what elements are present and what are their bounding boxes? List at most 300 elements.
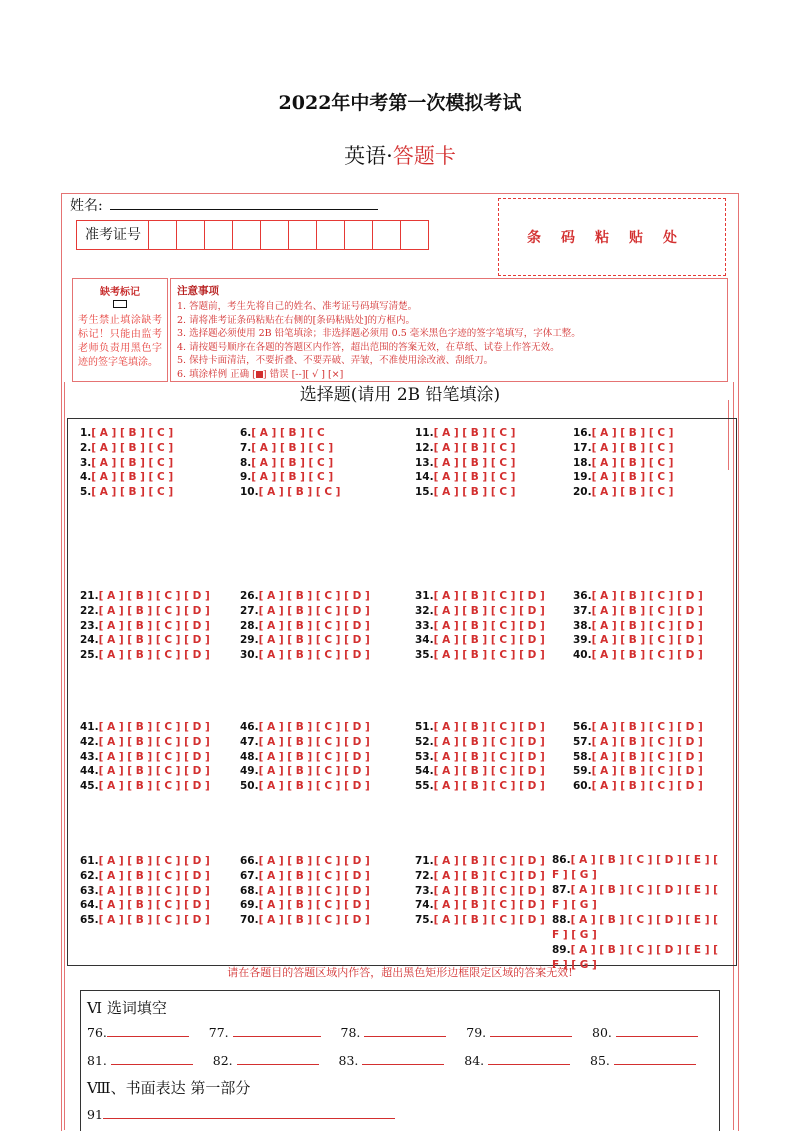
mc-question-number: 72. — [415, 869, 434, 882]
mc-options[interactable]: [ A ] [ B ] [ C ] [ D ] — [98, 604, 210, 617]
mc-warning: 请在各题目的答题区域内作答，超出黑色矩形边框限定区域的答案无效! — [227, 966, 573, 979]
mc-question-number: 53. — [415, 750, 434, 763]
mc-question-number: 9. — [240, 471, 252, 484]
mc-question — [80, 457, 173, 469]
mc-options[interactable]: [ A ] [ B ] [ C ] [ D ] — [433, 590, 545, 602]
notice-item: 3. 选择题必须使用 2B 铅笔填涂；非选择题必须用 0.5 毫米黑色字迹的签字笔填写，字体工整。 — [177, 328, 581, 339]
mc-question-number: 59. — [573, 765, 592, 778]
mc-question-number: 47. — [240, 735, 259, 748]
section-6-box — [80, 990, 720, 1131]
mc-question-number: 61. — [80, 855, 99, 867]
mc-options[interactable]: [ A ] [ B ] [ C ] — [433, 427, 516, 439]
blank-field[interactable] — [490, 1036, 572, 1037]
mc-question — [415, 649, 545, 661]
mc-options[interactable]: [ A ] [ B ] [ C ] [ D ] [ E ] [ F ] [ G ] — [552, 914, 718, 941]
blank-number: 84. — [464, 1053, 485, 1068]
mc-question-number: 43. — [80, 750, 99, 763]
mc-question-number: 38. — [573, 619, 592, 632]
mc-question — [240, 855, 370, 867]
exam-id-cell[interactable] — [317, 221, 345, 249]
blank-row-91 — [87, 1107, 395, 1122]
notice-box — [170, 278, 728, 382]
mc-question — [573, 634, 703, 646]
mc-options[interactable]: [ A ] [ B ] [ C ] — [591, 456, 674, 469]
mc-options[interactable]: [ A ] [ B ] [ C ] [ D ] — [433, 619, 545, 632]
mc-options[interactable]: [ A ] [ B ] [ C ] [ D ] — [98, 735, 210, 748]
mc-options[interactable]: [ A ] [ B ] [ C ] [ D ] — [258, 899, 370, 912]
mc-question-number: 24. — [80, 634, 99, 647]
mc-question — [80, 780, 210, 792]
mc-options[interactable]: [ A ] [ B ] [ C ] [ D ] — [98, 780, 210, 793]
mc-options[interactable]: [ A ] [ B ] [ C ] [ D ] — [258, 619, 370, 632]
mc-question-number: 28. — [240, 619, 259, 632]
mc-question — [415, 442, 515, 454]
mc-question — [240, 721, 370, 733]
mc-question-number: 60. — [573, 780, 592, 793]
mc-question-number: 71. — [415, 855, 434, 867]
mc-options[interactable]: [ A ] [ B ] [ C ] — [251, 441, 334, 454]
mc-question-number: 42. — [80, 735, 99, 748]
mc-question — [573, 590, 703, 602]
mc-question — [80, 751, 210, 763]
mc-question — [573, 442, 673, 454]
mc-question — [415, 457, 515, 469]
mc-options[interactable]: [ A ] [ B ] [ C ] [ D ] — [433, 884, 545, 897]
blank-field[interactable] — [237, 1064, 319, 1065]
mc-options[interactable]: [ A ] [ B ] [ C ] [ D ] — [258, 649, 370, 662]
mc-options[interactable]: [ A ] [ B ] [ C ] [ D ] — [258, 634, 370, 647]
mc-question-number: 25. — [80, 649, 99, 662]
exam-id-cell[interactable] — [373, 221, 401, 249]
mc-question-long — [552, 883, 724, 913]
mc-options[interactable]: [ A ] [ B ] [ C ] — [251, 456, 334, 469]
blank-field[interactable] — [107, 1036, 189, 1037]
mc-options[interactable]: [ A ] [ B ] [ C ] [ D ] — [433, 869, 545, 882]
mc-question — [240, 634, 370, 646]
mc-question-number: 63. — [80, 884, 99, 897]
mc-question — [80, 885, 210, 897]
mc-question-number: 8. — [240, 456, 252, 469]
mc-question-number: 88. — [552, 914, 571, 926]
blank-field[interactable] — [362, 1064, 444, 1065]
blank-field[interactable] — [233, 1036, 321, 1037]
mc-options[interactable]: [ A ] [ B ] [ C ] [ D ] — [591, 649, 703, 662]
blank-field[interactable] — [616, 1036, 698, 1037]
page-subtitle — [0, 140, 800, 170]
mc-question-number: 58. — [573, 750, 592, 763]
mc-question-number: 10. — [240, 486, 259, 499]
mc-question-number: 52. — [415, 735, 434, 748]
exam-id-cell[interactable] — [261, 221, 289, 249]
mc-question — [80, 855, 210, 867]
mc-question-number: 22. — [80, 604, 99, 617]
mc-options[interactable]: [ A ] [ B ] [ C — [251, 427, 325, 439]
exam-id-cell[interactable] — [149, 221, 177, 249]
mc-question-number: 65. — [80, 914, 99, 927]
mc-options[interactable]: [ A ] [ B ] [ C ] — [91, 427, 174, 439]
blank-field[interactable] — [614, 1064, 696, 1065]
mc-question — [573, 649, 703, 661]
mc-question — [415, 736, 545, 748]
mc-question-number: 19. — [573, 471, 592, 484]
mc-options[interactable]: [ A ] [ B ] [ C ] [ D ] — [591, 590, 703, 602]
mc-question-number: 13. — [415, 456, 434, 469]
mc-question-number: 73. — [415, 884, 434, 897]
mc-question — [415, 780, 545, 792]
mc-question-number: 68. — [240, 884, 259, 897]
blank-number: 91 — [87, 1107, 103, 1122]
notice-item-sample — [177, 368, 727, 382]
mc-options[interactable]: [ A ] [ B ] [ C ] [ D ] — [591, 634, 703, 647]
mc-question — [240, 649, 370, 661]
mc-question — [415, 765, 545, 777]
mc-options[interactable]: [ A ] [ B ] [ C ] [ D ] — [591, 765, 703, 778]
mc-question — [573, 457, 673, 469]
mc-question-number: 18. — [573, 456, 592, 469]
mc-question — [80, 914, 210, 926]
mc-question-number: 36. — [573, 590, 592, 602]
mc-options[interactable]: [ A ] [ B ] [ C ] [ D ] — [433, 721, 545, 733]
mc-question-number: 34. — [415, 634, 434, 647]
mc-options[interactable]: [ A ] [ B ] [ C ] — [91, 456, 174, 469]
notice-item: 1. 答题前，考生先将自己的姓名、准考证号码填写清楚。 — [177, 301, 418, 312]
mc-options[interactable]: [ A ] [ B ] [ C ] — [591, 471, 674, 484]
mc-options[interactable]: [ A ] [ B ] [ C ] — [433, 456, 516, 469]
notice-item: 4. 请按题号顺序在各题的答题区内作答，超出范围的答案无效，在草纸、试卷上作答无效。 — [177, 341, 560, 353]
mc-question — [573, 427, 673, 439]
blank-number: 80. — [592, 1025, 612, 1040]
mc-question — [415, 620, 545, 632]
mc-question — [80, 721, 210, 733]
mc-question — [573, 736, 703, 748]
mc-options[interactable]: [ A ] [ B ] [ C ] [ D ] — [258, 604, 370, 617]
mc-question — [415, 885, 545, 897]
name-label: 姓名: — [70, 198, 103, 214]
mc-question-number: 20. — [573, 486, 592, 499]
mc-question — [573, 721, 703, 733]
mc-question — [80, 605, 210, 617]
notice-heading: 注意事项 — [177, 285, 219, 297]
mc-question — [415, 486, 515, 498]
mc-question-number: 51. — [415, 721, 434, 733]
blank-row-1 — [87, 1025, 698, 1040]
mc-options[interactable]: [ A ] [ B ] [ C ] [ D ] — [258, 780, 370, 793]
mc-options[interactable]: [ A ] [ B ] [ C ] [ D ] — [258, 590, 370, 602]
mc-options[interactable]: [ A ] [ B ] [ C ] [ D ] — [98, 750, 210, 763]
mc-options[interactable]: [ A ] [ B ] [ C ] [ D ] — [98, 649, 210, 662]
mc-question — [80, 442, 173, 454]
blank-number: 83. — [338, 1053, 359, 1068]
mc-options[interactable]: [ A ] [ B ] [ C ] [ D ] — [258, 735, 370, 748]
mc-question-number: 55. — [415, 780, 434, 793]
absent-mark-box — [72, 278, 168, 382]
notice-item: 2. 请将准考证条码粘贴在右侧的[条码粘贴处]的方框内。 — [177, 314, 415, 326]
exam-id-cell[interactable] — [233, 221, 261, 249]
mc-options[interactable]: [ A ] [ B ] [ C ] — [258, 486, 341, 499]
mc-options[interactable]: [ A ] [ B ] [ C ] — [433, 471, 516, 484]
absent-heading: 缺考标记 — [100, 287, 140, 298]
blank-number: 85. — [590, 1053, 610, 1068]
mc-question-number: 40. — [573, 649, 592, 662]
mc-options[interactable]: [ A ] [ B ] [ C ] [ D ] — [591, 619, 703, 632]
mc-options[interactable]: [ A ] [ B ] [ C ] [ D ] — [258, 855, 370, 867]
mc-question — [573, 780, 703, 792]
mc-question-number: 29. — [240, 634, 259, 647]
section-8-title: Ⅷ、书面表达 第一部分 — [87, 1079, 251, 1097]
blank-number: 79. — [466, 1025, 487, 1040]
mc-question-number: 33. — [415, 619, 434, 632]
exam-id-cell[interactable] — [177, 221, 205, 249]
mc-options[interactable]: [ A ] [ B ] [ C ] — [251, 471, 334, 484]
mc-question-number: 67. — [240, 869, 259, 882]
mc-options[interactable]: [ A ] [ B ] [ C ] [ D ] — [98, 855, 210, 867]
mc-question-number: 12. — [415, 441, 434, 454]
blank-field[interactable] — [488, 1064, 570, 1065]
mc-options[interactable]: [ A ] [ B ] [ C ] [ D ] — [98, 634, 210, 647]
mc-options[interactable]: [ A ] [ B ] [ C ] [ D ] — [98, 884, 210, 897]
mc-question-number: 44. — [80, 765, 99, 778]
mc-question — [80, 620, 210, 632]
mc-question-number: 30. — [240, 649, 259, 662]
mc-question-number: 54. — [415, 765, 434, 778]
mc-question — [240, 914, 370, 926]
mc-question — [240, 471, 333, 483]
blank-number: 81. — [87, 1053, 107, 1068]
mc-question — [415, 914, 545, 926]
mc-question — [415, 721, 545, 733]
mc-question-number: 5. — [80, 486, 92, 499]
mc-question-number: 89. — [552, 944, 571, 956]
writing-field[interactable] — [103, 1118, 395, 1119]
mc-question — [240, 870, 370, 882]
mc-question — [415, 605, 545, 617]
mc-question — [415, 634, 545, 646]
mc-question-number: 31. — [415, 590, 434, 602]
mc-options[interactable]: [ A ] [ B ] [ C ] [ D ] [ E ] [ F ] [ G ] — [552, 854, 718, 881]
mc-options[interactable]: [ A ] [ B ] [ C ] [ D ] — [433, 780, 545, 793]
mc-options[interactable]: [ A ] [ B ] [ C ] [ D ] — [98, 721, 210, 733]
mc-options[interactable]: [ A ] [ B ] [ C ] [ D ] — [433, 634, 545, 647]
mc-question — [240, 427, 325, 439]
mc-question-number: 7. — [240, 441, 252, 454]
mc-question-number: 17. — [573, 441, 592, 454]
mc-question — [80, 870, 210, 882]
mc-question-number: 46. — [240, 721, 259, 733]
blank-number: 76. — [87, 1025, 107, 1040]
exam-id-cell[interactable] — [345, 221, 373, 249]
mc-question — [80, 427, 173, 439]
mc-question-number: 2. — [80, 441, 92, 454]
blank-field[interactable] — [111, 1064, 193, 1065]
mc-question-number: 70. — [240, 914, 259, 927]
mc-question-number: 48. — [240, 750, 259, 763]
mc-options[interactable]: [ A ] [ B ] [ C ] [ D ] — [98, 590, 210, 602]
mc-question-number: 3. — [80, 456, 92, 469]
mc-question-number: 32. — [415, 604, 434, 617]
page-frame-left-line — [64, 382, 65, 1130]
blank-field[interactable] — [364, 1036, 446, 1037]
mc-question — [415, 899, 545, 911]
subtitle-main: 英语· — [344, 144, 393, 168]
mc-question-number: 16. — [573, 427, 592, 439]
filled-square-icon — [256, 371, 263, 378]
blank-number: 82. — [212, 1053, 233, 1068]
mc-options[interactable]: [ A ] [ B ] [ C ] [ D ] — [433, 899, 545, 912]
mc-options[interactable]: [ A ] [ B ] [ C ] [ D ] — [433, 855, 545, 867]
mc-title: 选择题(请用 2B 铅笔填涂) — [299, 385, 501, 405]
mc-question — [415, 590, 545, 602]
mc-question — [240, 765, 370, 777]
mc-options[interactable]: [ A ] [ B ] [ C ] [ D ] — [433, 765, 545, 778]
mc-question — [80, 736, 210, 748]
mc-question-number: 27. — [240, 604, 259, 617]
mc-question — [573, 765, 703, 777]
mc-question-number: 49. — [240, 765, 259, 778]
mc-question-number: 15. — [415, 486, 434, 499]
mc-question-number: 41. — [80, 721, 99, 733]
mc-options[interactable]: [ A ] [ B ] [ C ] [ D ] — [433, 914, 545, 927]
mc-question — [240, 899, 370, 911]
mc-options[interactable]: [ A ] [ B ] [ C ] [ D ] — [98, 765, 210, 778]
mc-question — [80, 486, 173, 498]
mc-answer-box — [67, 418, 737, 971]
mc-question — [80, 471, 173, 483]
mc-question-number: 62. — [80, 869, 99, 882]
mc-question-number: 23. — [80, 619, 99, 632]
mc-question-number: 64. — [80, 899, 99, 912]
mc-options[interactable]: [ A ] [ B ] [ C ] [ D ] — [433, 735, 545, 748]
mc-options[interactable]: [ A ] [ B ] [ C ] [ D ] — [98, 914, 210, 927]
mc-question — [240, 736, 370, 748]
mc-options[interactable]: [ A ] [ B ] [ C ] — [433, 486, 516, 499]
mc-question — [240, 590, 370, 602]
mc-question — [573, 605, 703, 617]
mc-question-number: 87. — [552, 884, 571, 896]
mc-question-number: 26. — [240, 590, 259, 602]
name-field[interactable] — [110, 209, 378, 210]
mc-question — [415, 427, 515, 439]
sample-prefix: 6. 填涂样例 正确 [ — [177, 368, 256, 380]
mc-options[interactable]: [ A ] [ B ] [ C ] [ D ] — [591, 780, 703, 793]
section-6-title: Ⅵ 选词填空 — [87, 999, 167, 1017]
mc-question — [573, 471, 673, 483]
mc-options[interactable]: [ A ] [ B ] [ C ] [ D ] — [591, 604, 703, 617]
mc-question — [240, 885, 370, 897]
mc-options[interactable]: [ A ] [ B ] [ C ] [ D ] — [433, 604, 545, 617]
mc-question-number: 39. — [573, 634, 592, 647]
mc-question — [240, 620, 370, 632]
mc-options[interactable]: [ A ] [ B ] [ C ] [ D ] — [258, 884, 370, 897]
mc-question-long — [552, 913, 724, 943]
mc-question — [573, 620, 703, 632]
absent-checkbox[interactable] — [113, 300, 127, 308]
blank-number: 77. — [208, 1025, 229, 1040]
mc-question-number: 14. — [415, 471, 434, 484]
page-title: 2022年中考第一次模拟考试 — [278, 92, 522, 114]
blank-row-2 — [87, 1053, 696, 1068]
mc-question — [240, 457, 333, 469]
mc-question-number: 4. — [80, 471, 92, 484]
mc-question — [240, 486, 340, 498]
mc-options[interactable]: [ A ] [ B ] [ C ] — [91, 441, 174, 454]
mc-question-number: 74. — [415, 899, 434, 912]
mc-question-number: 56. — [573, 721, 592, 733]
mc-options[interactable]: [ A ] [ B ] [ C ] [ D ] [ E ] [ F ] [ G ] — [552, 884, 718, 911]
mc-question — [80, 649, 210, 661]
mc-question-number: 50. — [240, 780, 259, 793]
mc-options[interactable]: [ A ] [ B ] [ C ] [ D ] — [98, 619, 210, 632]
mc-question-number: 66. — [240, 855, 259, 867]
mc-question-number: 75. — [415, 914, 434, 927]
mc-options[interactable]: [ A ] [ B ] [ C ] [ D ] — [591, 721, 703, 733]
mc-question — [240, 605, 370, 617]
mc-options[interactable]: [ A ] [ B ] [ C ] [ D ] — [433, 649, 545, 662]
mc-question — [240, 751, 370, 763]
notice-item: 5. 保持卡面清洁，不要折叠、不要弄破、弄皱，不准使用涂改液、刮纸刀。 — [177, 355, 494, 366]
mc-options[interactable]: [ A ] [ B ] [ C ] [ D ] — [258, 869, 370, 882]
mc-question-number: 86. — [552, 854, 571, 866]
mc-question-number: 35. — [415, 649, 434, 662]
mc-question — [80, 765, 210, 777]
mc-question — [80, 899, 210, 911]
mc-options[interactable]: [ A ] [ B ] [ C ] [ D ] — [258, 750, 370, 763]
mc-question — [240, 442, 333, 454]
mc-options[interactable]: [ A ] [ B ] [ C ] — [591, 486, 674, 499]
mc-question-number: 6. — [240, 427, 252, 439]
barcode-area: 条码粘贴处 — [498, 198, 726, 276]
mc-options[interactable]: [ A ] [ B ] [ C ] — [91, 486, 174, 499]
subtitle-red: 答题卡 — [392, 144, 456, 168]
mc-options[interactable]: [ A ] [ B ] [ C ] [ D ] — [258, 914, 370, 927]
mc-options[interactable]: [ A ] [ B ] [ C ] [ D ] — [433, 750, 545, 763]
mc-question-number: 21. — [80, 590, 99, 602]
exam-id-cell[interactable] — [205, 221, 233, 249]
absent-text: 考生禁止填涂缺考标记！只能由监考老师负责用黑色字迹的签字笔填涂。 — [78, 315, 162, 368]
mc-options[interactable]: [ A ] [ B ] [ C ] — [433, 441, 516, 454]
mc-options[interactable]: [ A ] [ B ] [ C ] — [591, 441, 674, 454]
mc-question — [573, 751, 703, 763]
mc-options[interactable]: [ A ] [ B ] [ C ] [ D ] — [591, 735, 703, 748]
exam-id-label: 准考证号 — [77, 221, 149, 249]
mc-question — [415, 870, 545, 882]
mc-question — [573, 486, 673, 498]
mc-options[interactable]: [ A ] [ B ] [ C ] [ D ] — [258, 721, 370, 733]
mc-options[interactable]: [ A ] [ B ] [ C ] [ D ] — [98, 869, 210, 882]
exam-id-box — [76, 220, 429, 250]
mc-question — [240, 780, 370, 792]
exam-id-cell[interactable] — [289, 221, 317, 249]
mc-options[interactable]: [ A ] [ B ] [ C ] [ D ] — [258, 765, 370, 778]
blank-number: 78. — [340, 1025, 361, 1040]
sample-mid: ] 错误 [--][ √ ] [×] — [262, 368, 344, 380]
mc-question — [415, 751, 545, 763]
exam-id-cell[interactable] — [401, 221, 428, 249]
mc-question-long — [552, 853, 724, 883]
mc-options[interactable]: [ A ] [ B ] [ C ] — [591, 427, 674, 439]
mc-question — [415, 855, 545, 867]
mc-options[interactable]: [ A ] [ B ] [ C ] — [91, 471, 174, 484]
mc-options[interactable]: [ A ] [ B ] [ C ] [ D ] [ E ] [ F ] [ G ] — [552, 944, 718, 971]
mc-question-number: 37. — [573, 604, 592, 617]
mc-options[interactable]: [ A ] [ B ] [ C ] [ D ] — [98, 899, 210, 912]
mc-question-number: 11. — [415, 427, 434, 439]
mc-question-number: 57. — [573, 735, 592, 748]
mc-options[interactable]: [ A ] [ B ] [ C ] [ D ] — [591, 750, 703, 763]
mc-question-number: 69. — [240, 899, 259, 912]
mc-question-number: 45. — [80, 780, 99, 793]
mc-question-number: 1. — [80, 427, 92, 439]
mc-question — [80, 634, 210, 646]
